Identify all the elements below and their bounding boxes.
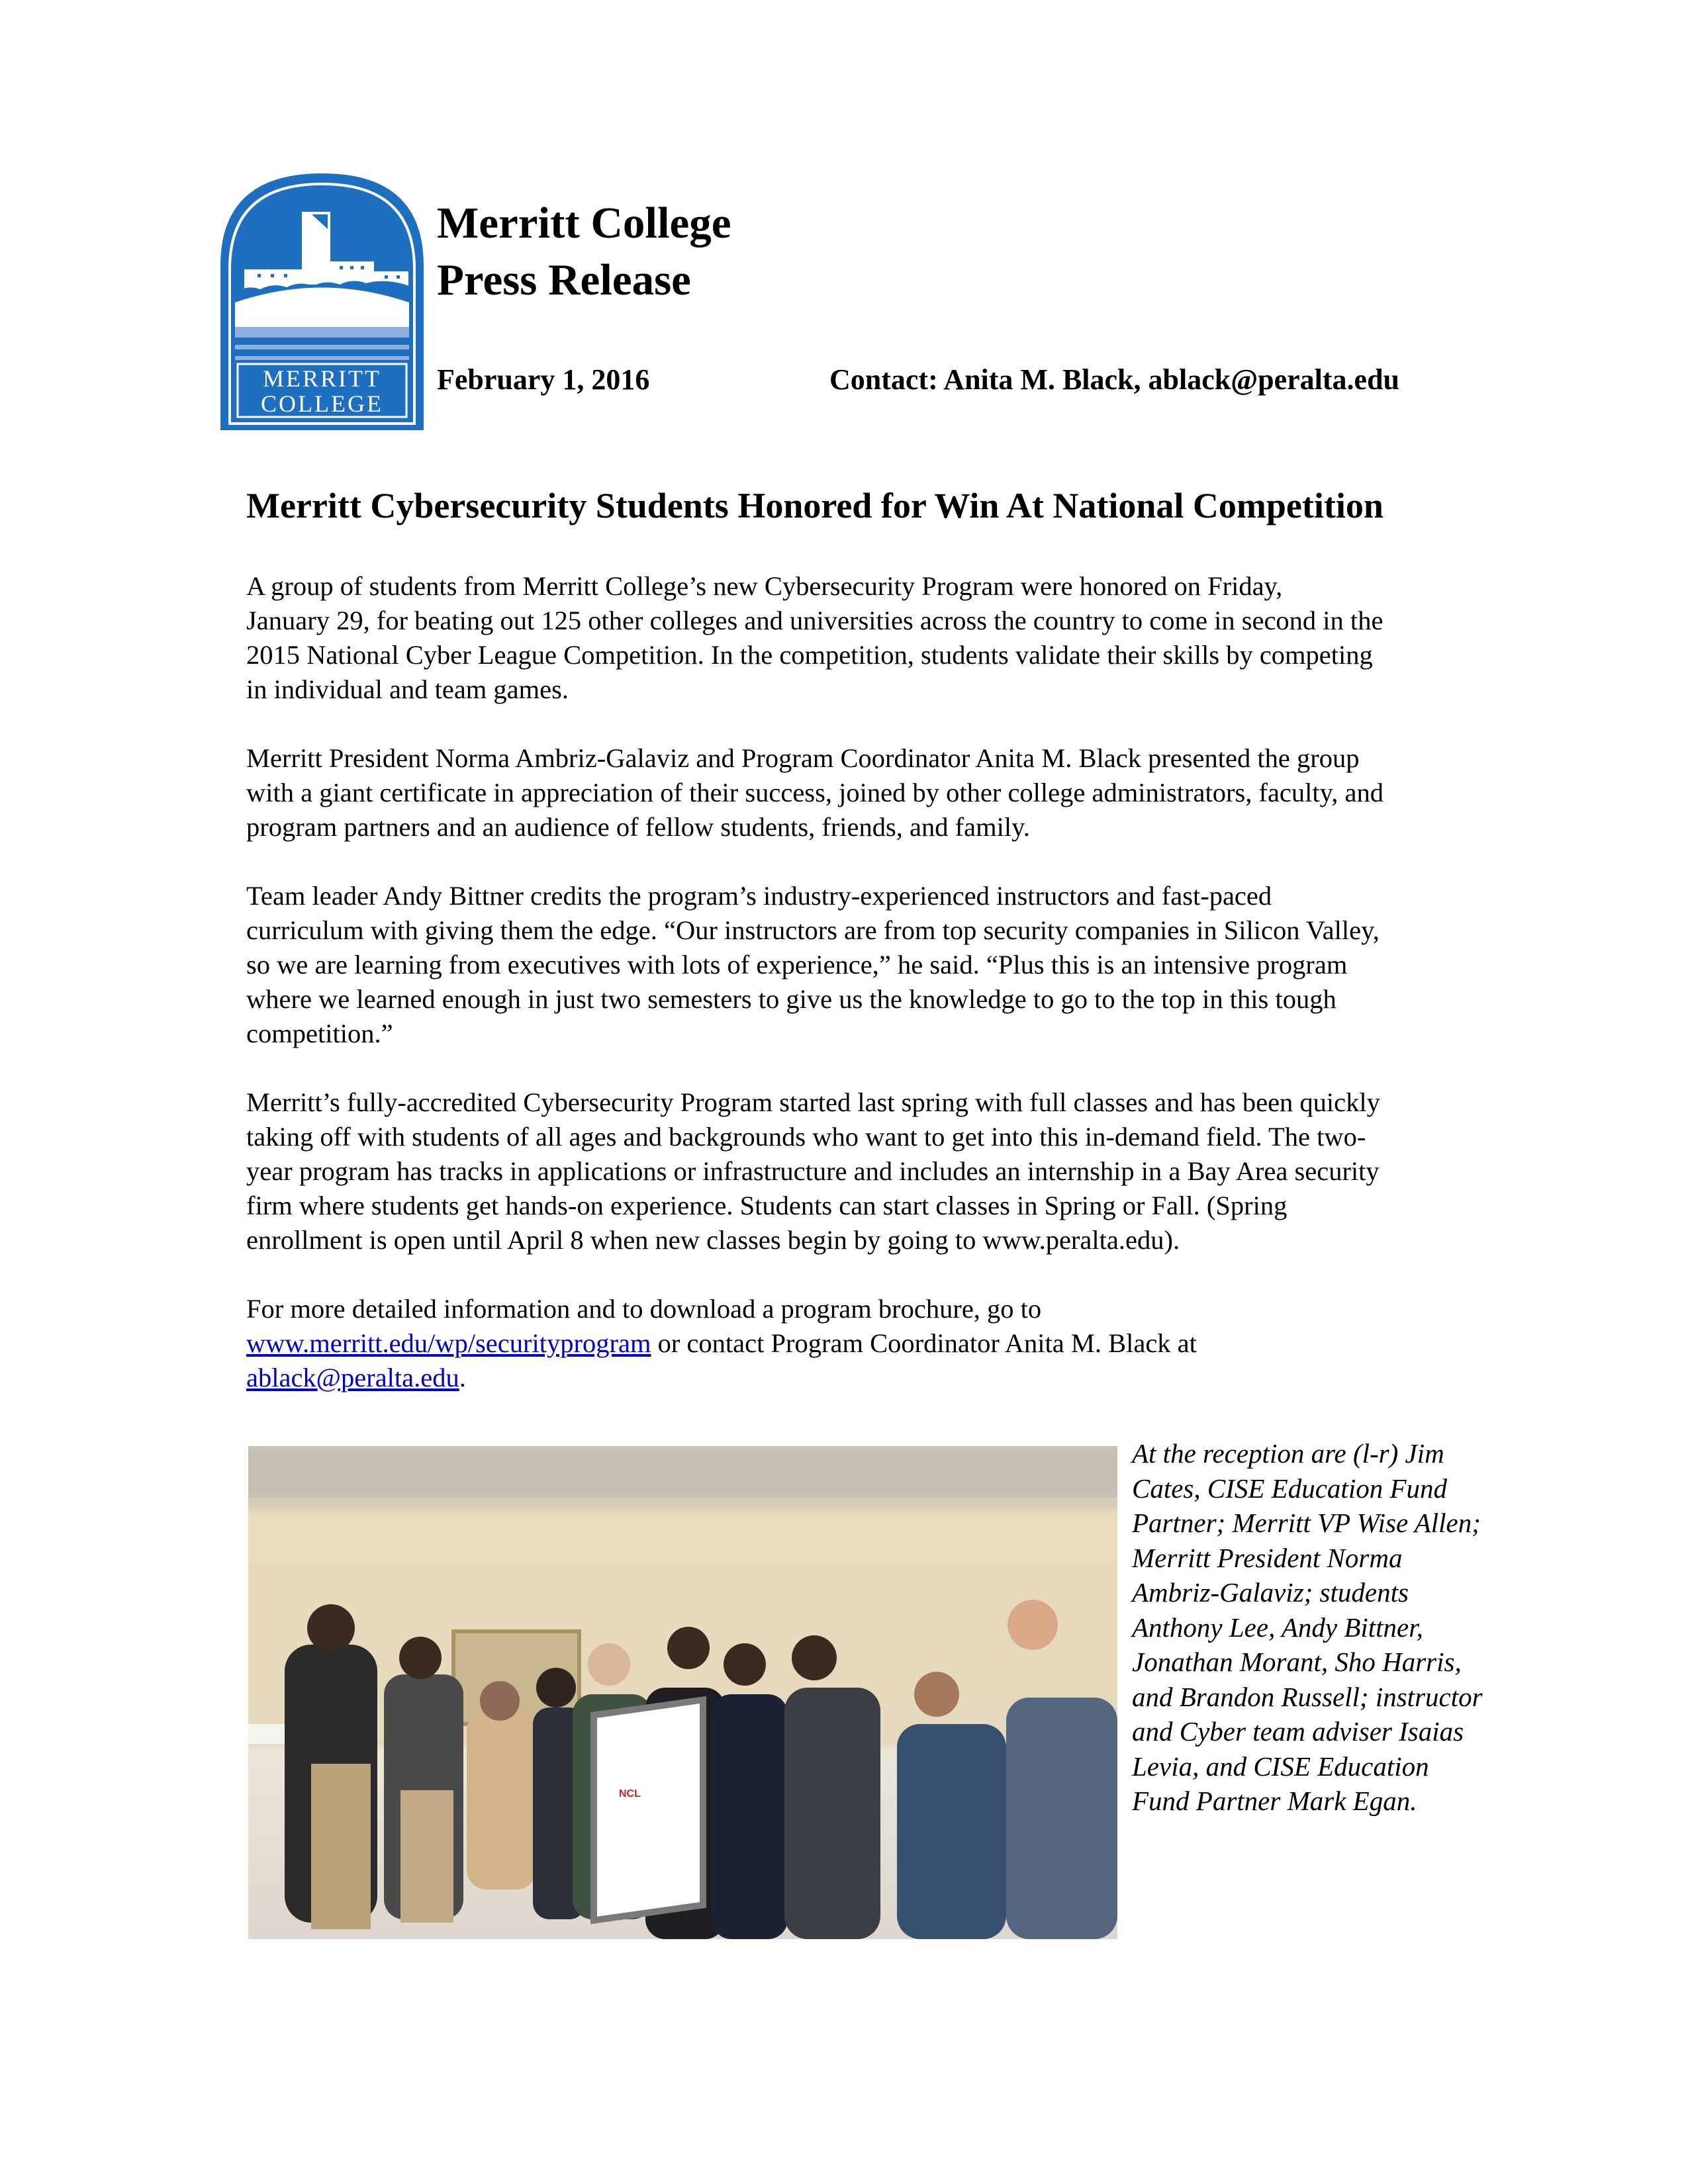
paragraph-line: with a giant certificate in appreciation of their success, joined by other college administrators, faculty, and bbox=[246, 778, 1384, 807]
press-title-line2: Press Release bbox=[437, 255, 691, 304]
release-date: February 1, 2016 bbox=[437, 363, 650, 396]
paragraph-line: enrollment is open until April 8 when new classes begin by going to www.peralta.edu). bbox=[246, 1225, 1180, 1255]
caption-line: Levia, and CISE Education bbox=[1132, 1751, 1429, 1782]
paragraph-text: or contact Program Coordinator Anita M. Black at bbox=[651, 1328, 1197, 1358]
photo-caption bbox=[1132, 1436, 1542, 1819]
paragraph-line: taking off with students of all ages and backgrounds who want to get into this in-demand field. The two- bbox=[246, 1122, 1366, 1152]
logo-text-merritt: MERRITT bbox=[263, 365, 381, 392]
paragraph-line: Team leader Andy Bittner credits the program’s industry-experienced instructors and fast-paced bbox=[246, 881, 1272, 911]
paragraph-line: For more detailed information and to download a program brochure, go to bbox=[246, 1294, 1042, 1324]
caption-line: Jonathan Morant, Sho Harris, bbox=[1132, 1647, 1462, 1677]
paragraph-line: Merritt’s fully-accredited Cybersecurity Program started last spring with full classes and has been quickly bbox=[246, 1087, 1380, 1117]
email-link[interactable]: ablack@peralta.edu bbox=[246, 1363, 459, 1392]
paragraph-1 bbox=[246, 569, 1537, 707]
caption-line: and Cyber team adviser Isaias bbox=[1132, 1716, 1464, 1747]
paragraph-5 bbox=[246, 1292, 1537, 1395]
caption-line: Partner; Merritt VP Wise Allen; bbox=[1132, 1508, 1481, 1538]
caption-line: Fund Partner Mark Egan. bbox=[1132, 1786, 1417, 1816]
paragraph-line: so we are learning from executives with lots of experience,” he said. “Plus this is an intensive program bbox=[246, 950, 1348, 979]
paragraph-line: curriculum with giving them the edge. “Our instructors are from top security companies in Silicon Valley, bbox=[246, 915, 1380, 945]
paragraph-2 bbox=[246, 741, 1537, 844]
paragraph-4 bbox=[246, 1085, 1537, 1257]
group-photo bbox=[248, 1446, 1117, 1939]
paragraph-line: where we learned enough in just two semesters to give us the knowledge to go to the top in this tough bbox=[246, 984, 1336, 1014]
security-program-link[interactable]: www.merritt.edu/wp/securityprogram bbox=[246, 1328, 651, 1358]
paragraph-line: competition.” bbox=[246, 1019, 393, 1048]
paragraph-line: January 29, for beating out 125 other colleges and universities across the country to come in second in the bbox=[246, 606, 1383, 635]
paragraph-line: firm where students get hands-on experience. Students can start classes in Spring or Fall. (Spring bbox=[246, 1191, 1288, 1220]
paragraph-line: year program has tracks in applications or infrastructure and includes an internship in a Bay Area security bbox=[246, 1156, 1380, 1186]
contact-info: Contact: Anita M. Black, ablack@peralta.edu bbox=[829, 363, 1400, 396]
press-title-line1: Merritt College bbox=[437, 199, 731, 248]
paragraph-line bbox=[246, 1361, 1537, 1395]
caption-line: Merritt President Norma bbox=[1132, 1542, 1403, 1573]
caption-line: Ambriz-Galaviz; students bbox=[1132, 1577, 1409, 1608]
merritt-college-logo bbox=[220, 173, 424, 430]
paragraph-line bbox=[246, 1326, 1537, 1361]
paragraph-3 bbox=[246, 879, 1537, 1051]
paragraph-line: program partners and an audience of fellow students, friends, and family. bbox=[246, 812, 1030, 842]
paragraph-line: 2015 National Cyber League Competition. In the competition, students validate their skills by competing bbox=[246, 640, 1373, 670]
logo-text-college: COLLEGE bbox=[261, 390, 383, 417]
caption-line: Cates, CISE Education Fund bbox=[1132, 1473, 1448, 1504]
caption-line: and Brandon Russell; instructor bbox=[1132, 1681, 1483, 1712]
paragraph-line: Merritt President Norma Ambriz-Galaviz and Program Coordinator Anita M. Black presented the group bbox=[246, 743, 1360, 773]
article-headline: Merritt Cybersecurity Students Honored for Win At National Competition bbox=[246, 486, 1383, 525]
paragraph-line: in individual and team games. bbox=[246, 674, 569, 704]
group-photo-image bbox=[248, 1446, 1117, 1939]
paragraph-text: . bbox=[459, 1363, 466, 1392]
caption-line: Anthony Lee, Andy Bittner, bbox=[1132, 1612, 1423, 1643]
certificate-logo-text: NCL bbox=[619, 1788, 641, 1799]
logo-emblem-icon bbox=[220, 173, 424, 430]
certificate bbox=[590, 1696, 706, 1925]
paragraph-line: A group of students from Merritt College’s new Cybersecurity Program were honored on Friday, bbox=[246, 571, 1283, 601]
caption-line: At the reception are (l-r) Jim bbox=[1132, 1438, 1444, 1469]
